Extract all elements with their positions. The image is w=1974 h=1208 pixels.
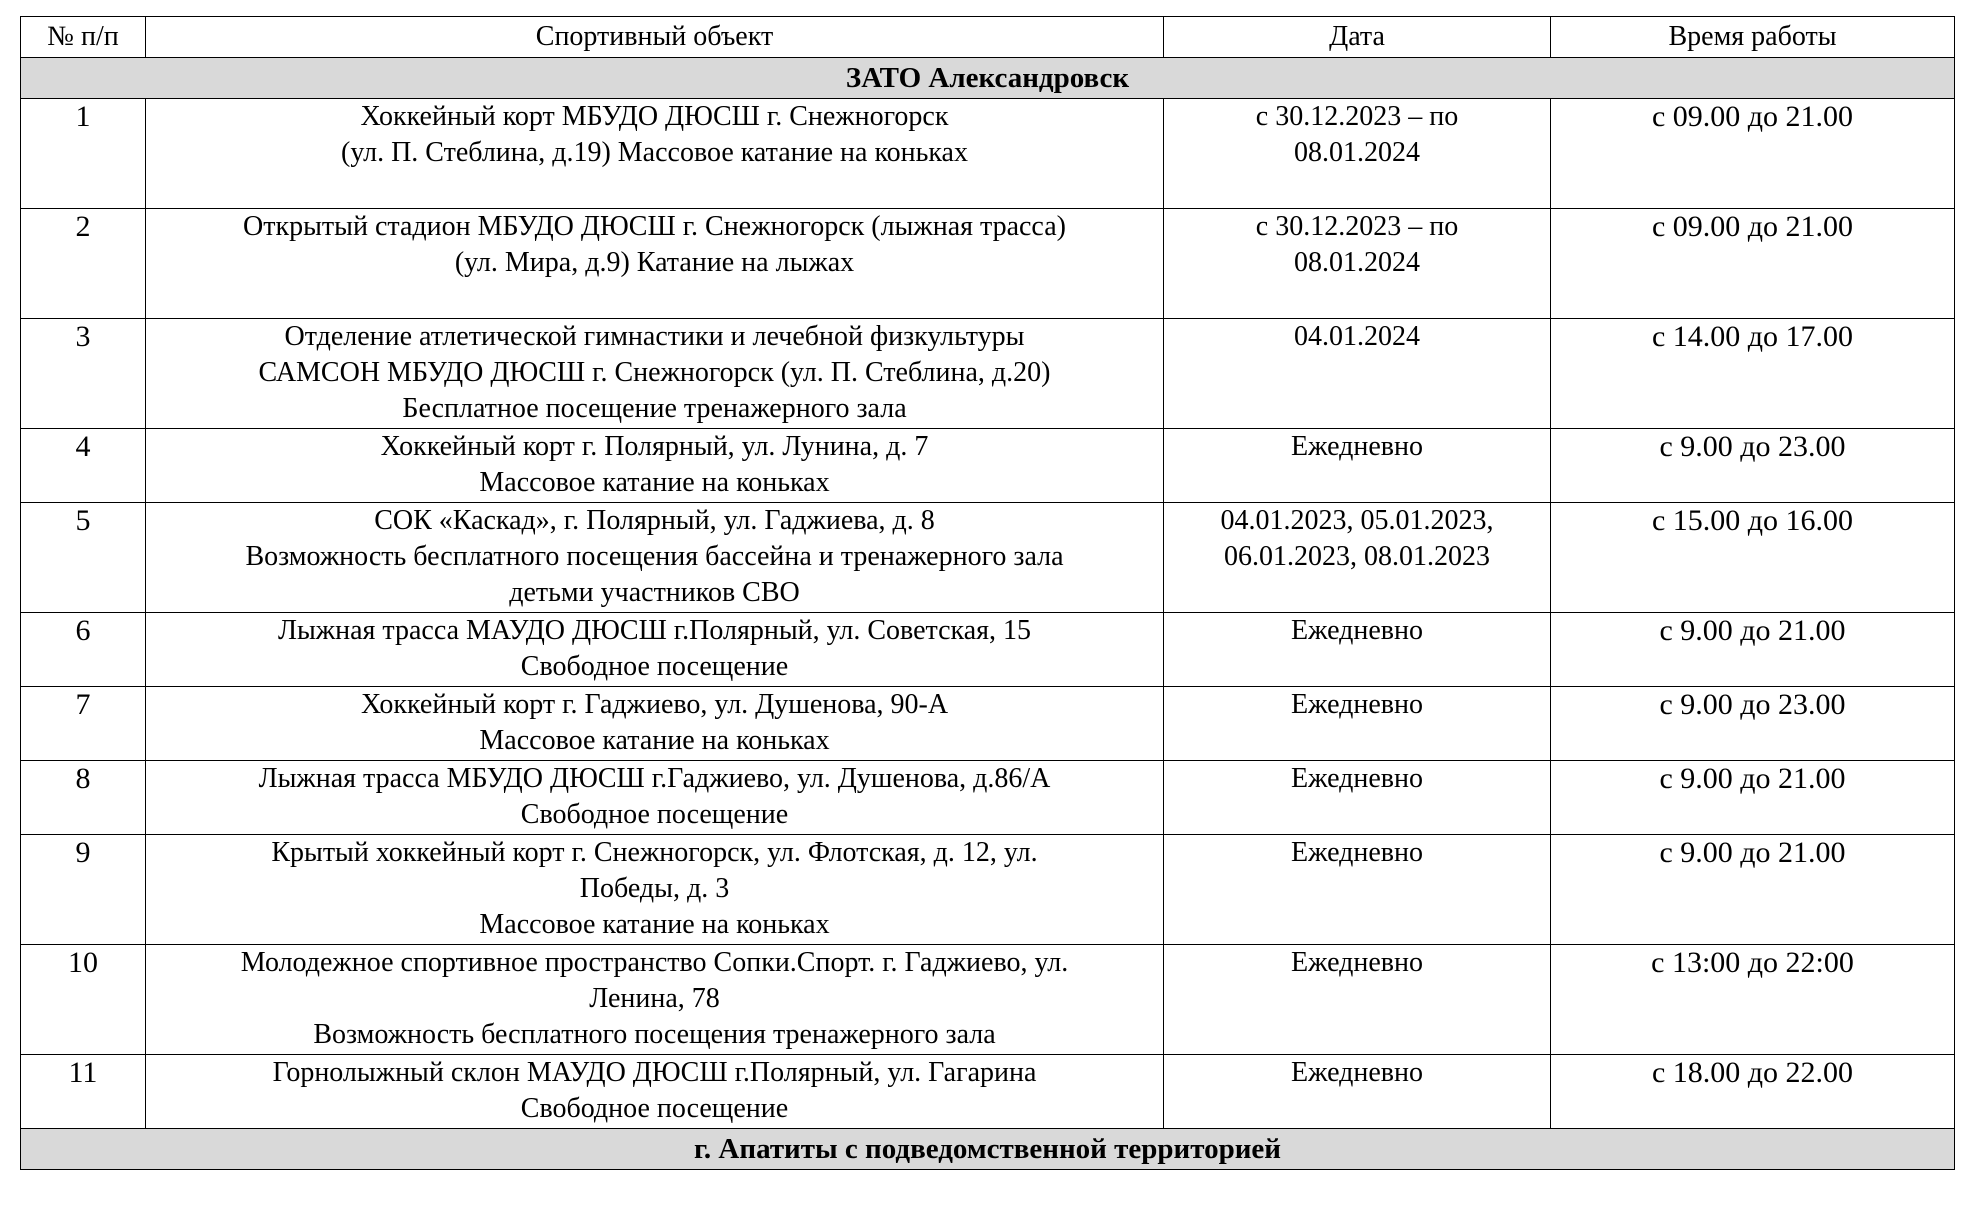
table-row <box>21 99 1955 209</box>
work-time: с 9.00 до 23.00 <box>1551 429 1955 503</box>
date-line: Ежедневно <box>1290 947 1423 978</box>
table-row <box>21 503 1955 613</box>
date-line: Ежедневно <box>1290 837 1423 868</box>
row-number: 5 <box>21 503 146 613</box>
work-time: с 18.00 до 22.00 <box>1551 1055 1955 1129</box>
row-number: 8 <box>21 761 146 835</box>
section-title: ЗАТО Александровск <box>21 58 1955 99</box>
object-line: Хоккейный корт г. Гаджиево, ул. Душенова, 90-А <box>360 689 949 720</box>
object-line: Возможность бесплатного посещения бассейна и тренажерного зала <box>245 541 1064 572</box>
row-number: 4 <box>21 429 146 503</box>
header-row <box>21 17 1955 58</box>
object-line: Лыжная трасса МАУДО ДЮСШ г.Полярный, ул. Советская, 15 <box>277 615 1032 646</box>
object-line: Свободное посещение <box>520 651 789 682</box>
table-row <box>21 429 1955 503</box>
object-line: Хоккейный корт г. Полярный, ул. Лунина, д. 7 <box>380 431 929 462</box>
row-number: 11 <box>21 1055 146 1129</box>
work-time: с 13:00 до 22:00 <box>1551 945 1955 1055</box>
table-row <box>21 209 1955 319</box>
row-number: 10 <box>21 945 146 1055</box>
work-time: с 9.00 до 23.00 <box>1551 687 1955 761</box>
object-line: детьми участников СВО <box>509 577 800 608</box>
schedule-table <box>20 16 1955 1170</box>
object-line: Бесплатное посещение тренажерного зала <box>402 393 907 424</box>
date-cell <box>1164 429 1551 503</box>
date-line: Ежедневно <box>1290 1057 1423 1088</box>
date-line: с 30.12.2023 – по <box>1255 101 1459 132</box>
sport-object <box>146 319 1164 429</box>
object-line: Массовое катание на коньках <box>479 725 830 756</box>
header-date: Дата <box>1164 17 1551 58</box>
object-line: Массовое катание на коньках <box>479 467 830 498</box>
header-time: Время работы <box>1551 17 1955 58</box>
object-line: Хоккейный корт МБУДО ДЮСШ г. Снежногорск <box>360 101 949 132</box>
object-line: САМСОН МБУДО ДЮСШ г. Снежногорск (ул. П. Стеблина, д.20) <box>258 357 1051 388</box>
table-row <box>21 1055 1955 1129</box>
row-number: 9 <box>21 835 146 945</box>
work-time: с 9.00 до 21.00 <box>1551 761 1955 835</box>
work-time: с 9.00 до 21.00 <box>1551 835 1955 945</box>
work-time: с 9.00 до 21.00 <box>1551 613 1955 687</box>
work-time: с 09.00 до 21.00 <box>1551 99 1955 209</box>
section-row <box>21 1129 1955 1170</box>
object-line: Горнолыжный склон МАУДО ДЮСШ г.Полярный, ул. Гагарина <box>272 1057 1037 1088</box>
object-line: Победы, д. 3 <box>579 873 730 904</box>
sport-object <box>146 761 1164 835</box>
object-line: (ул. П. Стеблина, д.19) Массовое катание на коньках <box>341 137 968 168</box>
header-object: Спортивный объект <box>146 17 1164 58</box>
object-line: Лыжная трасса МБУДО ДЮСШ г.Гаджиево, ул. Душенова, д.86/А <box>258 763 1051 794</box>
date-line: 04.01.2024 <box>1294 321 1420 352</box>
header-num: № п/п <box>21 17 146 58</box>
sport-object <box>146 687 1164 761</box>
work-time: с 15.00 до 16.00 <box>1551 503 1955 613</box>
row-number: 6 <box>21 613 146 687</box>
sport-object <box>146 209 1164 319</box>
object-line: Массовое катание на коньках <box>479 909 830 940</box>
sport-object <box>146 945 1164 1055</box>
date-cell <box>1164 613 1551 687</box>
object-line: Крытый хоккейный корт г. Снежногорск, ул. Флотская, д. 12, ул. <box>271 837 1038 868</box>
object-line: Ленина, 78 <box>589 983 720 1014</box>
sport-object <box>146 503 1164 613</box>
work-time: с 09.00 до 21.00 <box>1551 209 1955 319</box>
object-line: Открытый стадион МБУДО ДЮСШ г. Снежногорск (лыжная трасса) <box>243 211 1066 242</box>
date-line: Ежедневно <box>1290 763 1423 794</box>
work-time: с 14.00 до 17.00 <box>1551 319 1955 429</box>
section-title: г. Апатиты с подведомственной территорией <box>21 1129 1955 1170</box>
date-cell <box>1164 319 1551 429</box>
object-line: Свободное посещение <box>520 1093 789 1124</box>
table-row <box>21 945 1955 1055</box>
object-line: (ул. Мира, д.9) Катание на лыжах <box>454 247 855 278</box>
date-cell <box>1164 761 1551 835</box>
row-number: 7 <box>21 687 146 761</box>
sport-object <box>146 99 1164 209</box>
date-line: 04.01.2023, 05.01.2023, <box>1220 505 1494 536</box>
row-number: 1 <box>21 99 146 209</box>
date-cell <box>1164 687 1551 761</box>
date-line: с 30.12.2023 – по <box>1255 211 1459 242</box>
table-body <box>21 58 1955 1170</box>
date-line: Ежедневно <box>1290 615 1423 646</box>
sport-object <box>146 613 1164 687</box>
date-line: 08.01.2024 <box>1294 247 1420 278</box>
object-line: Молодежное спортивное пространство Сопки.Спорт. г. Гаджиево, ул. <box>240 947 1069 978</box>
table-row <box>21 761 1955 835</box>
table-row <box>21 835 1955 945</box>
table-row <box>21 613 1955 687</box>
date-cell <box>1164 503 1551 613</box>
date-cell <box>1164 99 1551 209</box>
date-cell <box>1164 209 1551 319</box>
date-line: 06.01.2023, 08.01.2023 <box>1224 541 1490 572</box>
row-number: 2 <box>21 209 146 319</box>
date-line: 08.01.2024 <box>1294 137 1420 168</box>
table-row <box>21 687 1955 761</box>
object-line: Возможность бесплатного посещения тренажерного зала <box>313 1019 996 1050</box>
section-row <box>21 58 1955 99</box>
object-line: Свободное посещение <box>520 799 789 830</box>
date-cell <box>1164 945 1551 1055</box>
object-line: Отделение атлетической гимнастики и лечебной физкультуры <box>284 321 1025 352</box>
row-number: 3 <box>21 319 146 429</box>
date-cell <box>1164 835 1551 945</box>
sport-object <box>146 835 1164 945</box>
object-line: СОК «Каскад», г. Полярный, ул. Гаджиева, д. 8 <box>374 505 935 536</box>
date-cell <box>1164 1055 1551 1129</box>
sport-object <box>146 429 1164 503</box>
sport-object <box>146 1055 1164 1129</box>
date-line: Ежедневно <box>1290 431 1423 462</box>
table-row <box>21 319 1955 429</box>
date-line: Ежедневно <box>1290 689 1423 720</box>
